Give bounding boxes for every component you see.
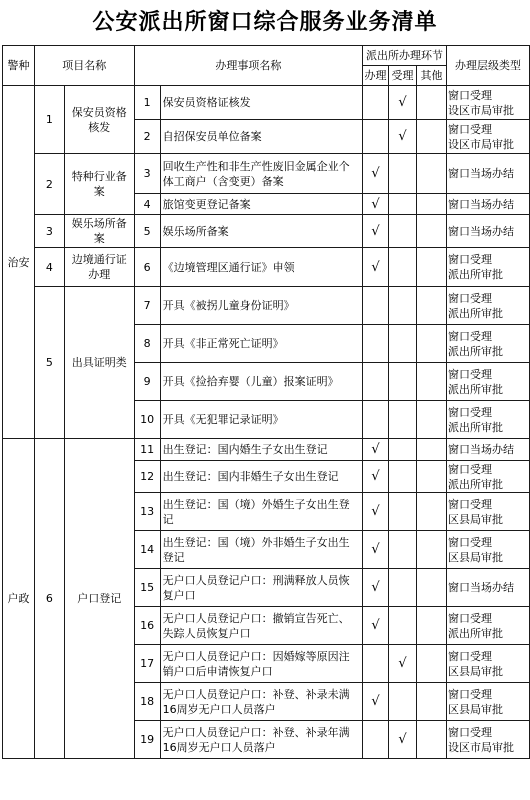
handle-check-cell <box>363 401 389 439</box>
level-line: 派出所审批 <box>447 626 503 640</box>
header-handle: 办理 <box>363 66 389 86</box>
other-cell <box>417 154 447 194</box>
other-cell <box>417 493 447 531</box>
other-cell <box>417 287 447 325</box>
level-line: 设区市局审批 <box>447 740 514 754</box>
item-name-cell: 开具《被拐儿童身份证明》 <box>160 287 362 325</box>
item-no-cell: 18 <box>134 683 160 721</box>
item-name-cell: 出生登记：国内非婚生子女出生登记 <box>160 461 362 493</box>
accept-check-cell <box>389 569 417 607</box>
table-row <box>3 154 530 194</box>
handle-check-cell: √ <box>363 607 389 645</box>
level-line: 窗口受理 <box>447 649 492 663</box>
item-name-cell: 《边境管理区通行证》申领 <box>160 248 362 287</box>
level-line: 区县局审批 <box>447 664 503 678</box>
item-name-cell: 开具《捡拾弃婴（儿童）报案证明》 <box>160 363 362 401</box>
level-type-cell <box>446 493 529 531</box>
other-cell <box>417 363 447 401</box>
level-line: 窗口受理 <box>447 122 492 136</box>
project-no-cell: 6 <box>34 439 64 759</box>
handle-check-cell: √ <box>363 439 389 461</box>
other-cell <box>417 86 447 120</box>
level-line: 窗口当场办结 <box>447 224 514 238</box>
item-no-cell: 3 <box>134 154 160 194</box>
level-line: 窗口受理 <box>447 535 492 549</box>
handle-check-cell: √ <box>363 461 389 493</box>
item-name-cell: 旅馆变更登记备案 <box>160 194 362 215</box>
item-name-cell: 出生登记：国（境）外非婚生子女出生登记 <box>160 531 362 569</box>
accept-check-cell <box>389 325 417 363</box>
handle-check-cell <box>363 363 389 401</box>
level-line: 派出所审批 <box>447 420 503 434</box>
handle-check-cell <box>363 645 389 683</box>
level-line: 窗口当场办结 <box>447 197 514 211</box>
item-name-cell: 开具《无犯罪记录证明》 <box>160 401 362 439</box>
accept-check-cell <box>389 194 417 215</box>
accept-check-cell <box>389 154 417 194</box>
level-line: 窗口受理 <box>447 405 492 419</box>
other-cell <box>417 607 447 645</box>
level-type-cell <box>446 86 529 120</box>
table-row <box>3 439 530 461</box>
header-level-type: 办理层级类型 <box>446 46 529 86</box>
level-line: 窗口受理 <box>447 611 492 625</box>
level-type-cell <box>446 607 529 645</box>
table-row <box>3 215 530 248</box>
item-no-cell: 11 <box>134 439 160 461</box>
accept-check-cell <box>389 683 417 721</box>
handle-check-cell <box>363 86 389 120</box>
item-no-cell: 9 <box>134 363 160 401</box>
level-type-cell <box>446 287 529 325</box>
item-name-cell: 保安员资格证核发 <box>160 86 362 120</box>
header-other: 其他 <box>417 66 447 86</box>
header-project-name: 项目名称 <box>34 46 134 86</box>
table-row <box>3 287 530 325</box>
handle-check-cell: √ <box>363 194 389 215</box>
item-name-cell: 出生登记：国内婚生子女出生登记 <box>160 439 362 461</box>
level-line: 派出所审批 <box>447 382 503 396</box>
other-cell <box>417 569 447 607</box>
item-name-cell: 自招保安员单位备案 <box>160 120 362 154</box>
handle-check-cell: √ <box>363 215 389 248</box>
level-line: 派出所审批 <box>447 268 503 281</box>
item-name-cell: 无户口人员登记户口：因婚嫁等原因注销户口后申请恢复户口 <box>160 645 362 683</box>
level-line: 窗口受理 <box>447 497 492 511</box>
table-row <box>3 248 530 287</box>
other-cell <box>417 325 447 363</box>
project-name-cell: 娱乐场所备案 <box>64 215 134 248</box>
level-line: 窗口受理 <box>447 462 492 476</box>
item-no-cell: 8 <box>134 325 160 363</box>
item-name-cell: 回收生产性和非生产性废旧金属企业个体工商户（含变更）备案 <box>160 154 362 194</box>
accept-check-cell <box>389 439 417 461</box>
project-no-cell: 5 <box>34 287 64 439</box>
item-no-cell: 15 <box>134 569 160 607</box>
item-no-cell: 12 <box>134 461 160 493</box>
project-name-cell: 特种行业备案 <box>64 154 134 215</box>
item-no-cell: 1 <box>134 86 160 120</box>
level-type-cell <box>446 325 529 363</box>
item-name-cell: 出生登记：国（境）外婚生子女出生登记 <box>160 493 362 531</box>
level-type-cell <box>446 439 529 461</box>
header-accept: 受理 <box>389 66 417 86</box>
level-type-cell <box>446 461 529 493</box>
project-no-cell: 1 <box>34 86 64 154</box>
level-line: 窗口当场办结 <box>447 167 514 180</box>
page-title: 公安派出所窗口综合服务业务清单 <box>92 10 438 35</box>
handle-check-cell: √ <box>363 531 389 569</box>
accept-check-cell <box>389 531 417 569</box>
accept-check-cell: √ <box>389 86 417 120</box>
level-type-cell <box>446 531 529 569</box>
level-line: 派出所审批 <box>447 477 503 491</box>
handle-check-cell: √ <box>363 683 389 721</box>
level-line: 设区市局审批 <box>447 103 514 117</box>
handle-check-cell: √ <box>363 569 389 607</box>
item-no-cell: 4 <box>134 194 160 215</box>
project-name-cell: 保安员资格核发 <box>64 86 134 154</box>
accept-check-cell: √ <box>389 120 417 154</box>
item-no-cell: 2 <box>134 120 160 154</box>
level-type-cell <box>446 194 529 215</box>
other-cell <box>417 401 447 439</box>
accept-check-cell: √ <box>389 645 417 683</box>
accept-check-cell <box>389 401 417 439</box>
item-no-cell: 16 <box>134 607 160 645</box>
accept-check-cell <box>389 287 417 325</box>
item-name-cell: 娱乐场所备案 <box>160 215 362 248</box>
item-no-cell: 7 <box>134 287 160 325</box>
handle-check-cell <box>363 325 389 363</box>
other-cell <box>417 721 447 759</box>
level-type-cell <box>446 154 529 194</box>
level-line: 窗口受理 <box>447 88 492 102</box>
accept-check-cell <box>389 248 417 287</box>
item-name-cell: 无户口人员登记户口：撤销宣告死亡、失踪人员恢复户口 <box>160 607 362 645</box>
service-list-table <box>2 45 530 759</box>
item-no-cell: 10 <box>134 401 160 439</box>
item-no-cell: 5 <box>134 215 160 248</box>
level-line: 派出所审批 <box>447 306 503 320</box>
item-name-cell: 无户口人员登记户口：补登、补录年满16周岁无户口人员落户 <box>160 721 362 759</box>
item-no-cell: 13 <box>134 493 160 531</box>
police-type-cell: 治安 <box>3 86 35 439</box>
level-line: 区县局审批 <box>447 702 503 716</box>
project-name-cell: 出具证明类 <box>64 287 134 439</box>
police-type-cell: 户政 <box>3 439 35 759</box>
level-line: 窗口受理 <box>447 367 492 381</box>
header-item-name: 办理事项名称 <box>134 46 362 86</box>
handle-check-cell: √ <box>363 154 389 194</box>
accept-check-cell <box>389 493 417 531</box>
item-no-cell: 6 <box>134 248 160 287</box>
level-type-cell <box>446 120 529 154</box>
level-line: 区县局审批 <box>447 550 503 564</box>
level-line: 窗口受理 <box>447 725 492 739</box>
project-no-cell: 4 <box>34 248 64 287</box>
level-type-cell <box>446 683 529 721</box>
handle-check-cell: √ <box>363 248 389 287</box>
level-line: 设区市局审批 <box>447 137 514 151</box>
item-name-cell: 开具《非正常死亡证明》 <box>160 325 362 363</box>
accept-check-cell <box>389 461 417 493</box>
project-name-cell: 边境通行证办理 <box>64 248 134 287</box>
level-type-cell <box>446 645 529 683</box>
level-type-cell <box>446 363 529 401</box>
other-cell <box>417 683 447 721</box>
other-cell <box>417 531 447 569</box>
header-station-stage: 派出所办理环节 <box>363 46 447 66</box>
other-cell <box>417 248 447 287</box>
other-cell <box>417 439 447 461</box>
level-line: 窗口当场办结 <box>447 443 514 456</box>
other-cell <box>417 215 447 248</box>
accept-check-cell <box>389 607 417 645</box>
other-cell <box>417 645 447 683</box>
level-type-cell <box>446 569 529 607</box>
item-no-cell: 14 <box>134 531 160 569</box>
table-row <box>3 86 530 120</box>
level-type-cell <box>446 215 529 248</box>
level-line: 窗口受理 <box>447 687 492 701</box>
level-type-cell <box>446 248 529 287</box>
level-line: 窗口受理 <box>447 329 492 343</box>
handle-check-cell <box>363 721 389 759</box>
other-cell <box>417 120 447 154</box>
level-line: 窗口受理 <box>447 253 492 266</box>
accept-check-cell <box>389 363 417 401</box>
item-no-cell: 19 <box>134 721 160 759</box>
level-type-cell <box>446 401 529 439</box>
level-line: 窗口当场办结 <box>447 581 514 594</box>
handle-check-cell <box>363 287 389 325</box>
handle-check-cell: √ <box>363 493 389 531</box>
project-name-cell: 户口登记 <box>64 439 134 759</box>
other-cell <box>417 461 447 493</box>
header-police-type: 警种 <box>3 46 35 86</box>
level-line: 窗口受理 <box>447 291 492 305</box>
accept-check-cell: √ <box>389 721 417 759</box>
project-no-cell: 2 <box>34 154 64 215</box>
item-name-cell: 无户口人员登记户口：补登、补录未满16周岁无户口人员落户 <box>160 683 362 721</box>
level-line: 区县局审批 <box>447 512 503 526</box>
accept-check-cell <box>389 215 417 248</box>
level-line: 派出所审批 <box>447 344 503 358</box>
project-no-cell: 3 <box>34 215 64 248</box>
level-type-cell <box>446 721 529 759</box>
handle-check-cell <box>363 120 389 154</box>
item-name-cell: 无户口人员登记户口：刑满释放人员恢复户口 <box>160 569 362 607</box>
item-no-cell: 17 <box>134 645 160 683</box>
other-cell <box>417 194 447 215</box>
